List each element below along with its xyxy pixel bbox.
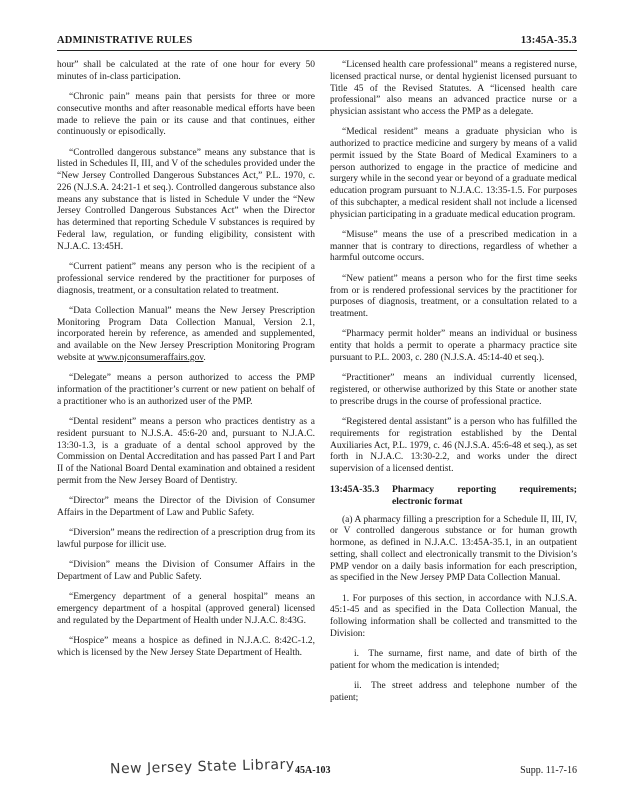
section-heading [330,484,577,507]
definition-director: “Director” means the Director of the Division of Consumer Affairs in the Department of Law and Public Safety. [57,496,315,518]
definition-licensed-health-care-professional: “Licensed health care professional” means a registered nurse, licensed practical nurse, or dental hygienist licensed pursuant to Title 45 of the Revised Statutes. A “licensed health care professional” also means an advanced practice nurse or a physician assistant who access the PMP as a delegate. [330,60,577,117]
item-ii: ii. The street address and telephone number of the patient; [330,681,577,704]
supplement-date: Supp. 11-7-16 [520,765,577,776]
definition-practitioner: “Practitioner” means an individual currently licensed, registered, or otherwise authorized by this State or another state to prescribe drugs in the course of professional practice. [330,373,577,407]
page-footer [0,756,617,789]
paragraph-1: 1. For purposes of this section, in accordance with N.J.S.A. 45:1-45 and as specified in the Data Collection Manual, the following information shall be collected and transmitted to the Division: [330,593,577,639]
right-column [330,60,577,713]
definition-division: “Division” means the Division of Consumer Affairs in the Department of Law and Public Safety. [57,560,315,583]
definition-delegate: “Delegate” means a person authorized to access the PMP information of the practitioner’s current or new patient on behalf of a practitioner who is an authorized user of the PMP. [57,373,315,407]
definition-hospice: “Hospice” means a hospice as defined in N.J.A.C. 8:42C-1.2, which is licensed by the New Jersey State Department of Health. [57,636,315,659]
header-rule [57,50,577,51]
definition-text: “Data Collection Manual” means the New Jersey Prescription Monitoring Program Data Collection Manual, Version 2.1, incorporated herein by reference, as amended and supplemented, and available on the New Jersey Prescription Monitoring Program website at [57,305,315,363]
definition-registered-dental-assistant: “Registered dental assistant” is a person who has fulfilled the requirements for registration established by the Dental Auxiliaries Act, P.L. 1979, c. 46 (N.J.S.A. 45:6-48 et seq.), as set forth in N.J.A.C. 13:30-2.2, and works under the direct supervision of a licensed dentist. [330,417,577,475]
definition-current-patient: “Current patient” means any person who is the recipient of a professional service rendered by the practitioner for purposes of diagnosis, treatment, or a consultation related to treatment. [57,262,315,296]
header-title: ADMINISTRATIVE RULES [57,35,193,46]
section-number: 13:45A-35.3 [330,484,380,496]
section-title: Pharmacy reporting requirements; electronic format [392,484,577,507]
punctuation: . [203,352,206,363]
library-stamp: New Jersey State Library [109,756,295,778]
definition-misuse: “Misuse” means the use of a prescribed medication in a manner that is contrary to directions, regardless of whether a harmful outcome occurs. [330,229,577,264]
definition-pharmacy-permit-holder: “Pharmacy permit holder” means an individual or business entity that holds a permit to operate a pharmacy practice site pursuant to P.L. 2003, c. 280 (N.J.S.A. 45:14-40 et seq.). [330,329,577,363]
page-number: 45A-103 [295,765,331,776]
item-i: i. The surname, first name, and date of birth of the patient for whom the medication is intended; [330,649,577,672]
definition-data-collection-manual [57,306,315,365]
left-column [57,60,315,668]
subsection-a: (a) A pharmacy filling a prescription for a Schedule II, III, IV, or V controlled dangerous substance or for human growth hormone, as defined in N.J.A.C. 13:45A-35.1, in an outpatient setting, shall collect and electronically transmit to the Division’s PMP vendor on a daily basis information for each prescription, as specified in the New Jersey PMP Data Collection Manual. [330,514,577,584]
definition-diversion: “Diversion” means the redirection of a prescription drug from its lawful purpose for illicit use. [57,528,315,550]
definition-dental-resident: “Dental resident” means a person who practices dentistry as a resident pursuant to N.J.S.A. 45:6-20 and, pursuant to N.J.A.C. 13:30-1.3, is a graduate of a dental school approved by the Commission on Dental Accreditation and has passed Part I and Part II of the National Board Dental examination and obtained a resident permit from the New Jersey Board of Dentistry. [57,417,315,486]
website-link[interactable]: www.njconsumeraffairs.gov [97,352,204,363]
definition-chronic-pain: “Chronic pain” means pain that persists for three or more consecutive months and after reasonable medical efforts have been made to relieve the pain or its cause and that continues, either continuously or episodically. [57,92,315,138]
header-section-number: 13:45A-35.3 [520,35,577,46]
definition-emergency-department: “Emergency department of a general hospital” means an emergency department of a hospital (approved general) licensed and regulated by the Department of Health under N.J.A.C. 8:43G. [57,592,315,626]
paragraph: hour” shall be calculated at the rate of one hour for every 50 minutes of in-class participation. [57,60,315,82]
definition-controlled-dangerous-substance: “Controlled dangerous substance” means any substance that is listed in Schedules II, III, and V of the schedules provided under the “New Jersey Controlled Dangerous Substances Act,” P.L. 1970, c. 226 (N.J.S.A. 24:21-1 et seq.). Controlled dangerous substance also means any substance that is listed in Schedule V under the “New Jersey Controlled Dangerous Substances Act” when the Director has determined that reporting Schedule V substances is required by Federal law, regulation, or funding eligibility, consistent with N.J.A.C. 13:45H. [57,147,315,252]
definition-medical-resident: “Medical resident” means a graduate physician who is authorized to practice medicine and surgery by means of a valid permit issued by the State Board of Medical Examiners to a person authorized to engage in the practice of medicine and surgery while in the second year or beyond of a graduate medical education program pursuant to N.J.A.C. 13:35-1.5. For purposes of this subchapter, a medical resident shall not include a licensed physician participating in a graduate medical education program. [330,127,577,220]
definition-new-patient: “New patient” means a person who for the first time seeks from or is rendered professional services by the practitioner for purposes of diagnosis, treatment, or a consultation related to a treatment. [330,273,577,320]
